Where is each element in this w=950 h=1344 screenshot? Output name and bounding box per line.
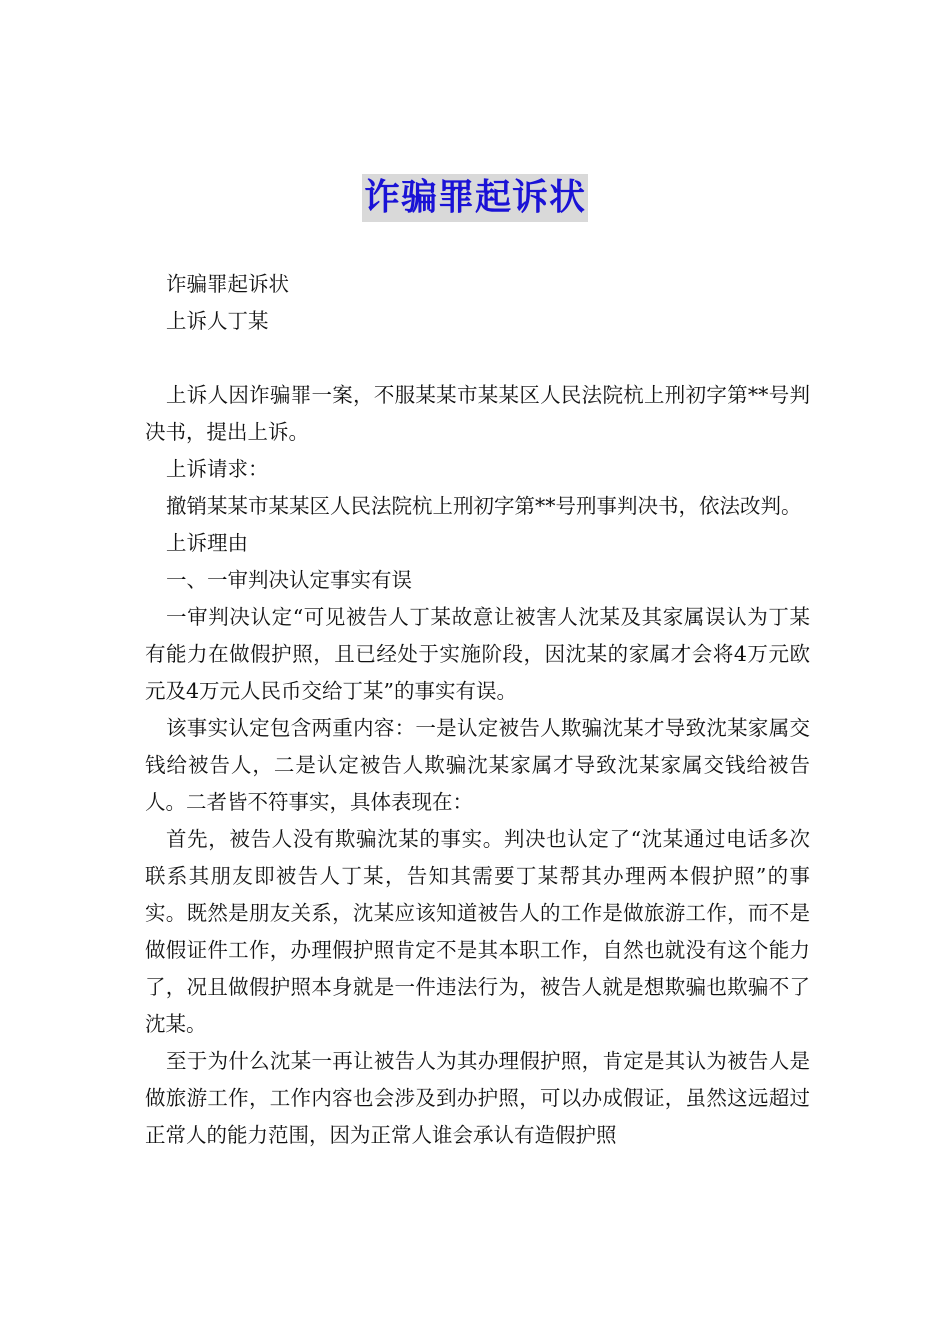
paragraph-request-label: 上诉请求：	[166, 457, 269, 481]
paragraph-heading: 诈骗罪起诉状	[166, 272, 289, 296]
blank-line	[145, 340, 810, 377]
paragraph-request: 撤销某某市某某区人民法院杭上刑初字第**号刑事判决书，依法改判。	[166, 494, 802, 518]
title-container	[0, 174, 950, 222]
paragraph-appeal-intro: 上诉人因诈骗罪一案，不服某某市某某区人民法院杭上刑初字第**号判决书，提出上诉。	[145, 383, 810, 444]
paragraph-appellant: 上诉人丁某	[166, 309, 269, 333]
document-body	[145, 266, 810, 1154]
paragraph-reasons-label: 上诉理由	[166, 531, 248, 555]
document-title: 诈骗罪起诉状	[362, 174, 588, 222]
paragraph-first-instance: 一审判决认定“可见被告人丁某故意让被害人沈某及其家属误认为丁某有能力在做假护照，且已经处于实施阶段，因沈某的家属才会将4万元欧元及4万元人民币交给丁某”的事实有误。	[145, 605, 810, 703]
paragraph-as-for: 至于为什么沈某一再让被告人为其办理假护照，肯定是其认为被告人是做旅游工作，工作内容也会涉及到办护照，可以办成假证，虽然这远超过正常人的能力范围，因为正常人谁会承认有造假护照	[145, 1049, 810, 1147]
paragraph-section-one: 一、一审判决认定事实有误	[166, 568, 412, 592]
paragraph-two-aspects: 该事实认定包含两重内容：一是认定被告人欺骗沈某才导致沈某家属交钱给被告人，二是认定被告人欺骗沈某家属才导致沈某家属交钱给被告人。二者皆不符事实，具体表现在：	[145, 716, 810, 814]
paragraph-firstly: 首先，被告人没有欺骗沈某的事实。判决也认定了“沈某通过电话多次联系其朋友即被告人丁某，告知其需要丁某帮其办理两本假护照”的事实。既然是朋友关系，沈某应该知道被告人的工作是做旅游工作，而不是做假证件工作，办理假护照肯定不是其本职工作，自然也就没有这个能力了，况且做假护照本身就是一件违法行为，被告人就是想欺骗也欺骗不了沈某。	[145, 827, 810, 1036]
